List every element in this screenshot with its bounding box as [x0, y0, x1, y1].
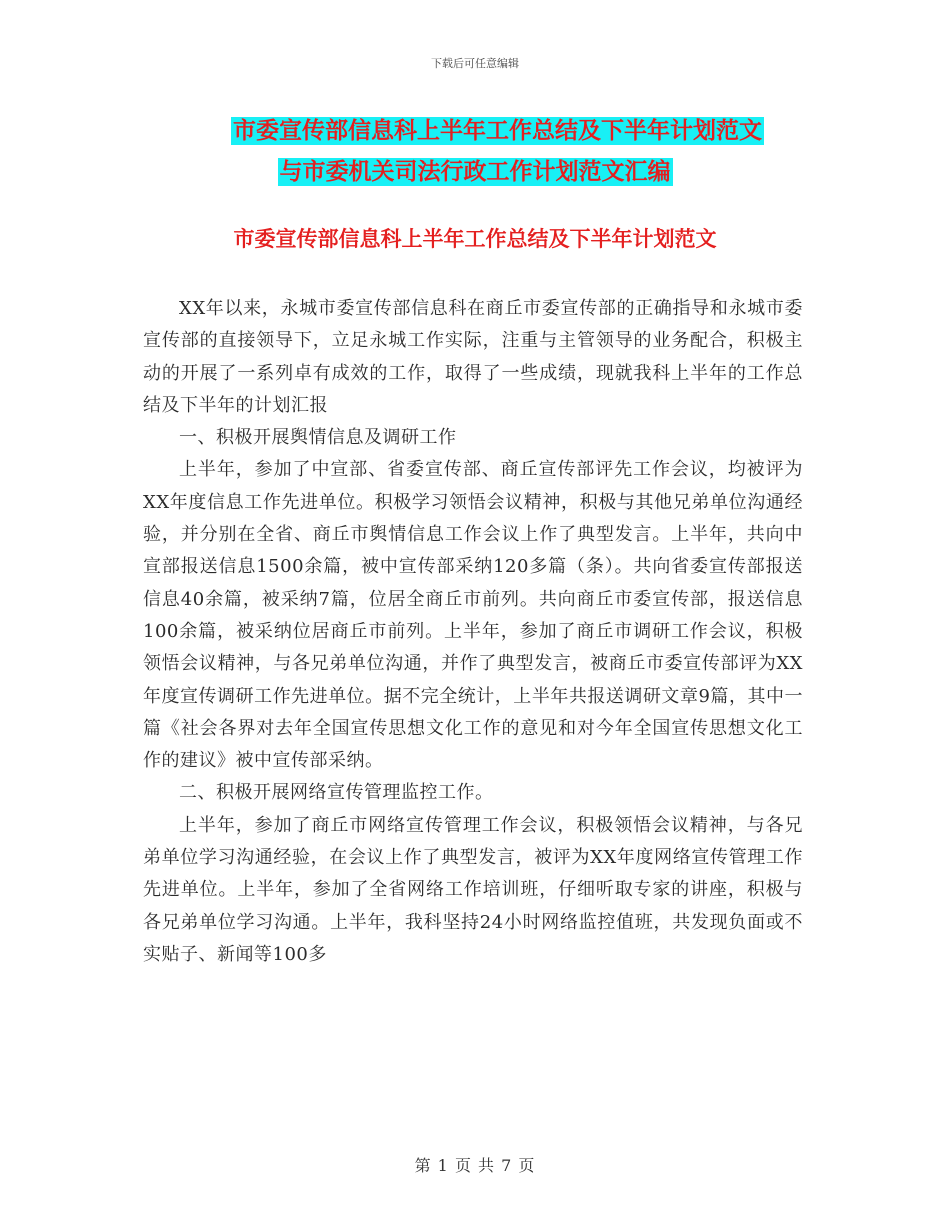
page-number-footer: 第 1 页 共 7 页: [414, 1156, 536, 1175]
paragraph-intro: XX年以来，永城市委宣传部信息科在商丘市委宣传部的正确指导和永城市委宣传部的直接领导下，立足永城工作实际，注重与主管领导的业务配合，积极主动的开展了一系列卓有成效的工作，取得了一些成绩，现就我科上半年的工作总结及下半年的计划汇报: [143, 298, 803, 416]
document-body: [143, 293, 803, 971]
document-title-line-1: [0, 115, 950, 147]
paragraph-section-2: 上半年，参加了商丘市网络宣传管理工作会议，积极领悟会议精神，与各兄弟单位学习沟通经验，在会议上作了典型发言，被评为XX年度网络宣传管理工作先进单位。上半年，参加了全省网络工作培训班，仔细听取专家的讲座，积极与各兄弟单位学习沟通。上半年，我科坚持24小时网络监控值班，共发现负面或不实贴子、新闻等100多: [143, 814, 803, 965]
heading-section-1: 一、积极开展舆情信息及调研工作: [179, 427, 457, 449]
paragraph-section-1: 上半年，参加了中宣部、省委宣传部、商丘宣传部评先工作会议，均被评为XX年度信息工作先进单位。积极学习领悟会议精神，积极与其他兄弟单位沟通经验，并分别在全省、商丘市舆情信息工作会议上作了典型发言。上半年，共向中宣部报送信息1500余篇，被中宣传部采纳120多篇（条）。共向省委宣传部报送信息40余篇，被采纳7篇，位居全商丘市前列。共向商丘市委宣传部，报送信息100余篇，被采纳位居商丘市前列。上半年，参加了商丘市调研工作会议，积极领悟会议精神，与各兄弟单位沟通，并作了典型发言，被商丘市委宣传部评为XX年度宣传调研工作先进单位。据不完全统计，上半年共报送调研文章9篇，其中一篇《社会各界对去年全国宣传思想文化工作的意见和对今年全国宣传思想文化工作的建议》被中宣传部采纳。: [143, 459, 803, 772]
title-highlight: 与市委机关司法行政工作计划范文汇编: [279, 159, 671, 185]
heading-section-2: 二、积极开展网络宣传管理监控工作。: [179, 782, 494, 804]
title-highlight: 市委宣传部信息科上半年工作总结及下半年计划范文: [233, 118, 762, 144]
header-note: 下载后可任意编辑: [431, 57, 519, 70]
section-title: 市委宣传部信息科上半年工作总结及下半年计划范文: [233, 227, 717, 251]
document-title-line-2: [0, 156, 950, 188]
